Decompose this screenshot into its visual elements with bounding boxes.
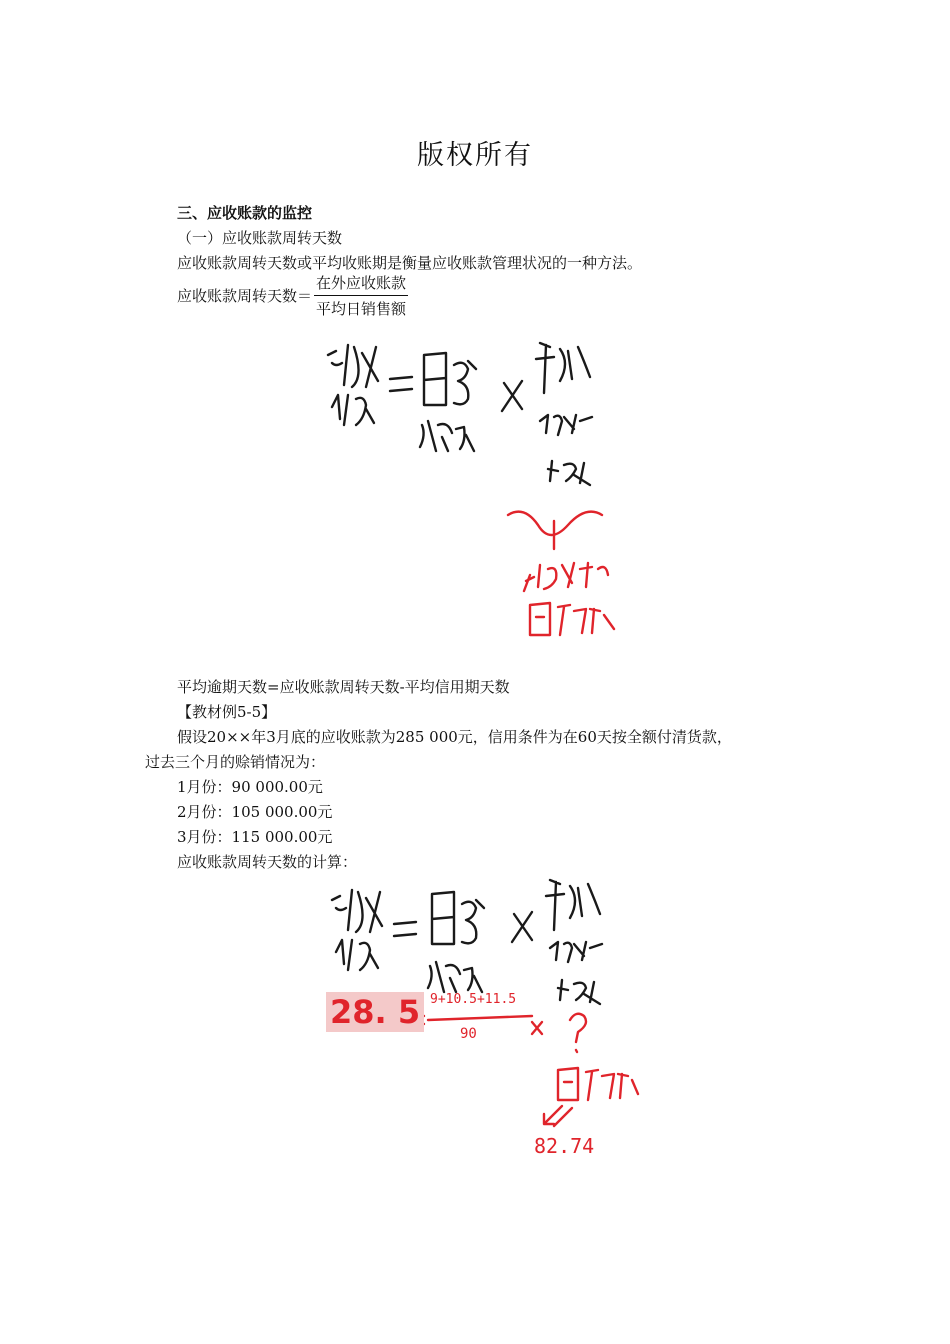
intro-text: 应收账款周转天数或平均收账期是衡量应收账款管理状况的一种方法。 — [177, 254, 643, 272]
formula-numerator: 在外应收账款 — [314, 272, 408, 296]
result-value: 82.74 — [534, 1134, 595, 1158]
handwritten-note-2 — [322, 870, 642, 1180]
handwritten-note-1 — [318, 325, 628, 655]
sales-january: 1月份：90 000.00元 — [177, 778, 323, 796]
overdue-formula: 平均逾期天数=应收账款周转天数-平均信用期天数 — [177, 678, 510, 696]
fraction-top: 9+10.5+11.5 — [430, 992, 517, 1007]
sales-february: 2月份：105 000.00元 — [177, 803, 333, 821]
example-text-line1: 假设20××年3月底的应收账款为285 000元，信用条件为在60天按全额付清货款， — [177, 728, 732, 746]
section-heading: 三、应收账款的监控 — [177, 204, 313, 222]
turnover-formula — [177, 272, 408, 319]
example-title: 【教材例5-5】 — [177, 703, 277, 721]
formula-fraction — [314, 272, 408, 319]
fraction-bottom: 90 — [460, 1026, 477, 1042]
sales-march: 3月份：115 000.00元 — [177, 828, 333, 846]
example-text-line2: 过去三个月的赊销情况为： — [145, 753, 326, 771]
formula-lhs: 应收账款周转天数＝ — [177, 287, 313, 305]
formula-denominator: 平均日销售额 — [316, 300, 407, 318]
page-title: 版权所有 — [417, 140, 533, 171]
highlight-value: 28. 5 — [326, 992, 424, 1032]
subsection-heading: （一）应收账款周转天数 — [177, 229, 343, 247]
calc-label: 应收账款周转天数的计算： — [177, 853, 358, 871]
